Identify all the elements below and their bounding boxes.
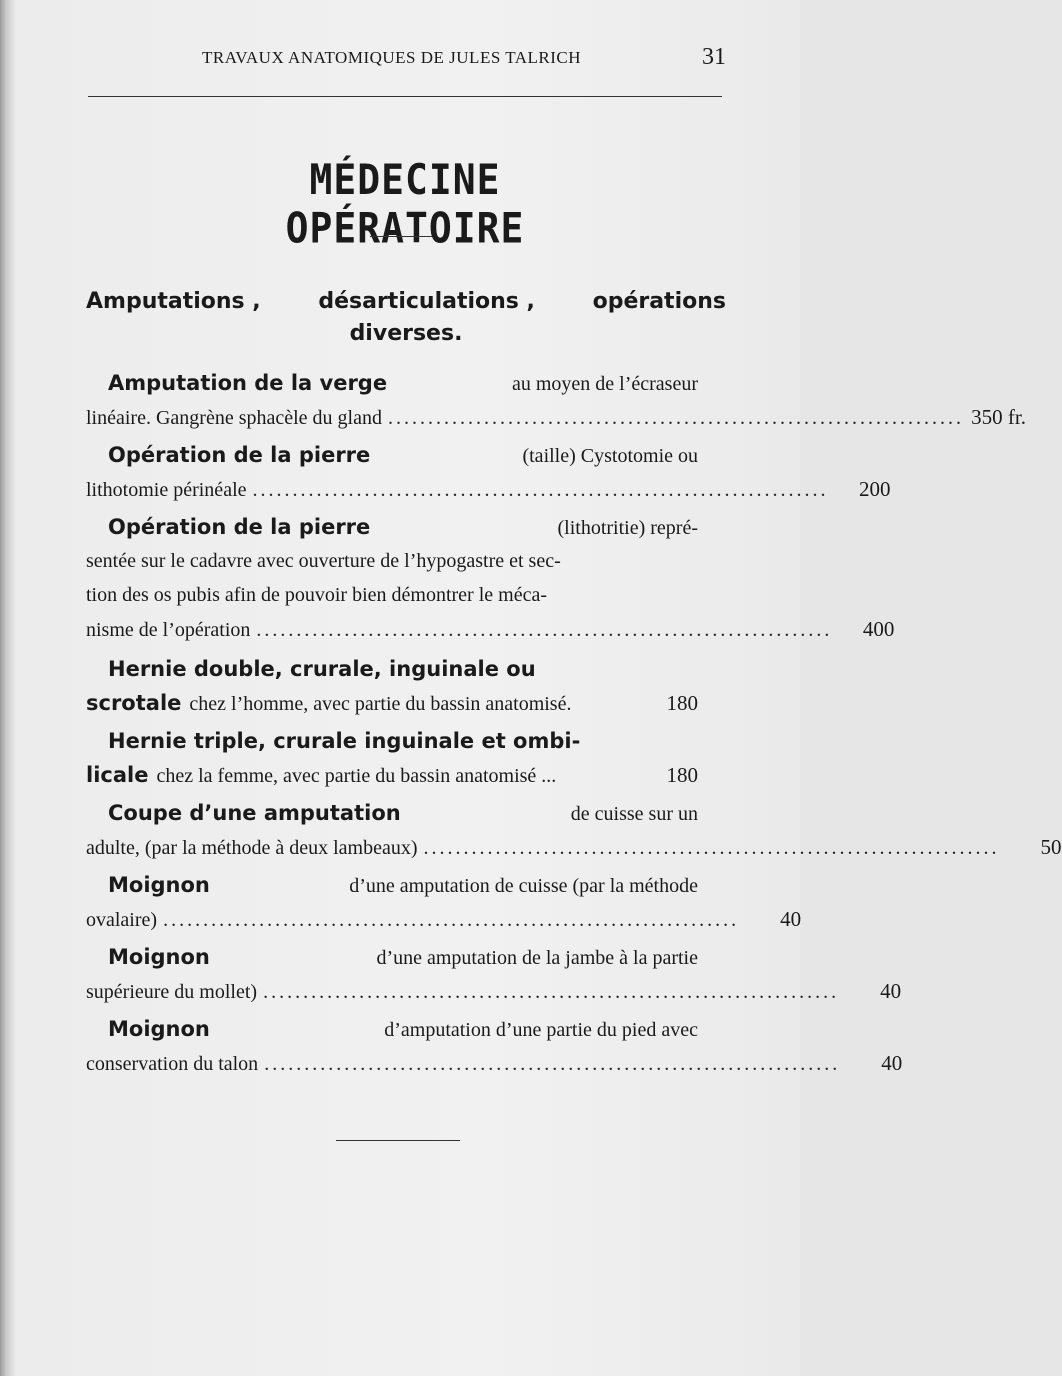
dot-leader: ........................................................................ <box>256 619 833 641</box>
entry-title: Coupe d’une amputation <box>108 801 401 825</box>
entry-title: Moignon <box>108 945 210 969</box>
entry-text-last: ovalaire) <box>86 909 158 931</box>
list-item <box>86 652 698 724</box>
entry-text-last: supérieure du mollet) <box>86 981 258 1003</box>
entry-price: 50 <box>1040 835 1062 859</box>
entry-title-continued: licale <box>86 763 149 787</box>
entry-text: d’amputation d’une partie du pied avec <box>384 1019 698 1041</box>
title-rule <box>370 236 432 237</box>
entry-text-last: linéaire. Gangrène sphacèle du gland <box>86 407 382 429</box>
dot-leader: ........................................................................ <box>387 407 964 429</box>
entry-text-last: conservation du talon <box>86 1053 259 1075</box>
list-item <box>86 724 698 796</box>
running-title: TRAVAUX ANATOMIQUES DE JULES TALRICH <box>202 48 582 67</box>
entry-text: au moyen de l’écraseur <box>511 373 698 395</box>
entry-text-last: chez la femme, avec partie du bassin anatomisé ... <box>156 765 557 787</box>
dot-leader: ........................................................................ <box>163 909 740 931</box>
entry-price: 200 <box>859 477 891 501</box>
list-item <box>86 366 1026 438</box>
subsection-word-2: désarticulations , <box>318 289 535 314</box>
list-item <box>86 1012 903 1084</box>
entry-price: 400 <box>862 617 895 641</box>
entry-title: Hernie triple, crurale inguinale et ombi- <box>108 729 581 753</box>
entry-title-continued: scrotale <box>86 691 182 715</box>
dot-leader: ........................................................................ <box>423 837 1000 859</box>
entry-text-last: adulte, (par la méthode à deux lambeaux) <box>86 837 418 859</box>
entry-title: Opération de la pierre <box>108 515 371 539</box>
closing-rule <box>336 1140 460 1141</box>
entry-title: Moignon <box>108 1017 210 1041</box>
header-rule <box>88 96 722 97</box>
page-number: 31 <box>702 44 726 70</box>
page-header <box>86 44 726 78</box>
subsection-word-1: Amputations , <box>86 289 261 314</box>
entry-text-last: lithotomie périnéale <box>86 479 247 501</box>
dot-leader: ........................................................................ <box>263 981 840 1003</box>
entry-text-line: sentée sur le cadavre avec ouverture de l’hypogastre et sec- <box>86 550 561 572</box>
entry-text: d’une amputation de cuisse (par la méthode <box>349 875 698 897</box>
entry-title: Hernie double, crurale, inguinale ou <box>108 657 536 681</box>
entry-price: 350 fr. <box>971 405 1026 429</box>
entry-text: de cuisse sur un <box>570 803 698 825</box>
entry-price: 180 <box>666 691 698 715</box>
entry-text: (lithotritie) repré- <box>557 517 698 539</box>
entry-price: 180 <box>666 763 698 787</box>
section-title: MÉDECINE OPÉRATOIRE <box>285 155 525 253</box>
subsection-word-3: opérations <box>592 289 726 314</box>
list-item <box>86 940 902 1012</box>
entry-text-last: nisme de l’opération <box>86 619 251 641</box>
entry-price: 40 <box>881 1051 903 1075</box>
entry-text-last: chez l’homme, avec partie du bassin anatomisé. <box>189 693 572 715</box>
entry-text: (taille) Cystotomie ou <box>522 445 698 467</box>
subsection-heading <box>86 286 726 350</box>
entry-price: 40 <box>780 907 802 931</box>
entry-price: 40 <box>880 979 902 1003</box>
entry-text-line: tion des os pubis afin de pouvoir bien démontrer le méca- <box>86 584 547 606</box>
entry-text: d’une amputation de la jambe à la partie <box>376 947 698 969</box>
subsection-line-2: diverses. <box>349 321 463 346</box>
price-list <box>86 366 1062 1084</box>
list-item <box>86 438 891 510</box>
entry-title: Moignon <box>108 873 210 897</box>
entry-title: Opération de la pierre <box>108 443 371 467</box>
dot-leader: ........................................................................ <box>264 1053 841 1075</box>
list-item <box>86 510 895 652</box>
list-item <box>86 796 1062 868</box>
dot-leader: ........................................................................ <box>252 479 829 501</box>
entry-title: Amputation de la verge <box>108 371 388 395</box>
list-item <box>86 868 802 940</box>
